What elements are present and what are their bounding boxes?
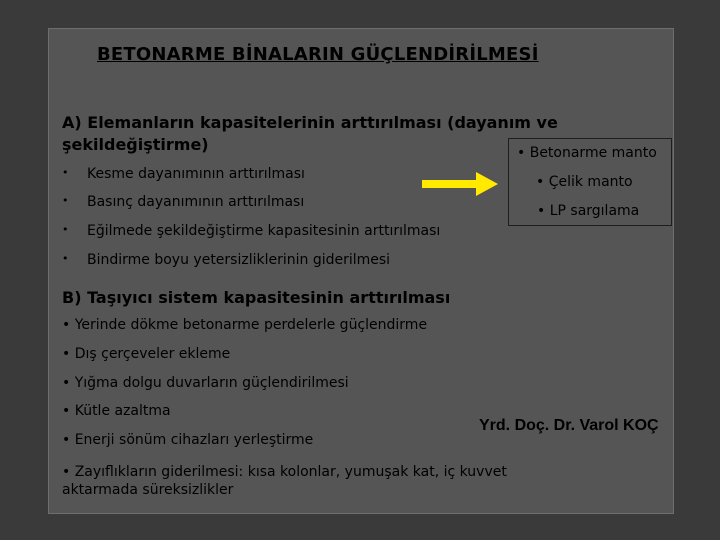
author-credit: Yrd. Doç. Dr. Varol KOÇ: [479, 417, 659, 434]
arrow-right-icon: [422, 170, 500, 198]
method-betonarme-manto: • Betonarme manto: [517, 145, 657, 161]
list-item: [62, 166, 305, 182]
list-item: [62, 252, 391, 268]
list-item-label: Kesme dayanımının arttırılması: [87, 166, 305, 182]
bullet-icon: •: [62, 223, 69, 236]
list-item: [62, 223, 441, 239]
list-item: • Zayıflıkların giderilmesi: kısa kolonlar, yumuşak kat, iç kuvvet aktarmada süreksizlikler: [62, 464, 507, 498]
list-item-label: Eğilmede şekildeğiştirme kapasitesinin arttırılması: [87, 223, 441, 239]
bullet-icon: •: [62, 194, 69, 207]
list-item: • Yığma dolgu duvarların güçlendirilmesi: [62, 375, 349, 391]
list-item: • Yerinde dökme betonarme perdelerle güçlendirme: [62, 317, 428, 333]
slide-title: BETONARME BİNALARIN GÜÇLENDİRİLMESİ: [97, 44, 539, 65]
list-item-label: Basınç dayanımının arttırılması: [87, 194, 305, 210]
method-lp-sargilama: • LP sargılama: [537, 203, 640, 219]
list-item: • Dış çerçeveler ekleme: [62, 346, 231, 362]
section-a-heading-line1: A) Elemanların kapasitelerinin arttırılması (dayanım ve: [62, 113, 558, 132]
section-b-heading: B) Taşıyıcı sistem kapasitesinin arttırılması: [62, 288, 451, 307]
section-a-heading: [62, 112, 558, 156]
section-a-heading-line2: şekildeğiştirme): [62, 135, 209, 154]
list-item-label: Bindirme boyu yetersizliklerinin giderilmesi: [87, 252, 391, 268]
list-item: • Enerji sönüm cihazları yerleştirme: [62, 432, 314, 448]
method-celik-manto: • Çelik manto: [536, 174, 633, 190]
bullet-icon: •: [62, 166, 69, 179]
bullet-icon: •: [62, 252, 69, 265]
list-item: [62, 194, 305, 210]
list-item: • Kütle azaltma: [62, 403, 171, 419]
